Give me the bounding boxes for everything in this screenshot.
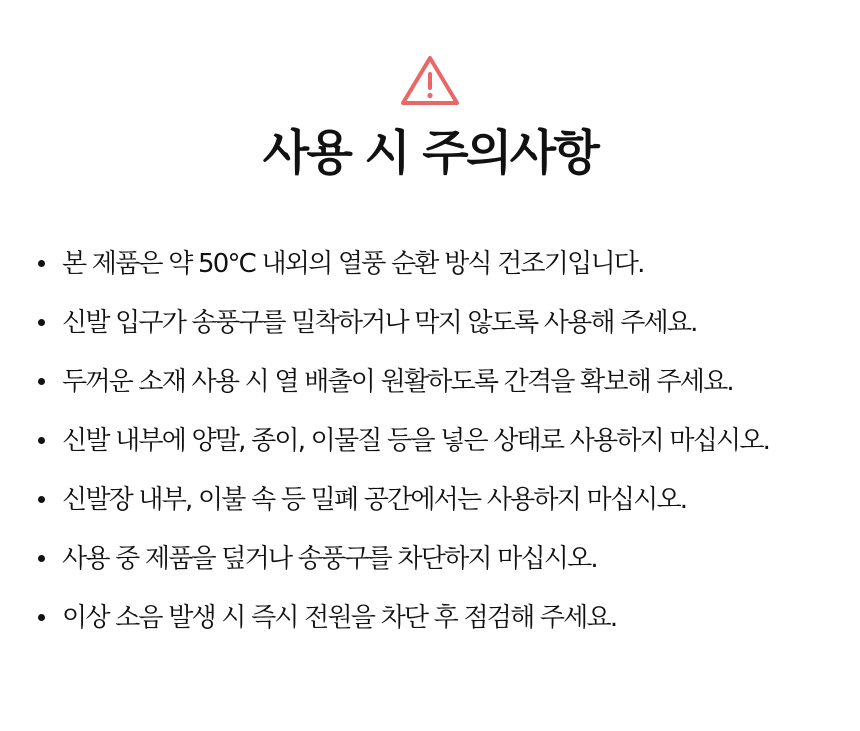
caution-text: 신발 내부에 양말, 종이, 이물질 등을 넣은 상태로 사용하지 마십시오. [62, 426, 770, 456]
caution-text: 신발장 내부, 이불 속 등 밀폐 공간에서는 사용하지 마십시오. [62, 485, 687, 515]
warning-icon [399, 55, 461, 107]
bullet-icon [38, 496, 45, 503]
caution-text: 본 제품은 약 50°C 내외의 열풍 순환 방식 건조기입니다. [62, 249, 644, 279]
bullet-icon [38, 319, 45, 326]
bullet-icon [38, 555, 45, 562]
list-item [35, 354, 845, 413]
bullet-icon [38, 437, 45, 444]
bullet-icon [38, 260, 45, 267]
bullet-icon [38, 378, 45, 385]
caution-text: 이상 소음 발생 시 즉시 전원을 차단 후 점검해 주세요. [62, 603, 617, 633]
list-item [35, 531, 845, 590]
caution-text: 두꺼운 소재 사용 시 열 배출이 원활하도록 간격을 확보해 주세요. [62, 367, 733, 397]
list-item [35, 236, 845, 295]
list-item [35, 413, 845, 472]
caution-list [35, 236, 845, 649]
list-item [35, 295, 845, 354]
list-item [35, 472, 845, 531]
bullet-icon [38, 614, 45, 621]
page-title: 사용 시 주의사항 [262, 125, 598, 181]
caution-text: 사용 중 제품을 덮거나 송풍구를 차단하지 마십시오. [62, 544, 597, 574]
caution-text: 신발 입구가 송풍구를 밀착하거나 막지 않도록 사용해 주세요. [62, 308, 697, 338]
list-item [35, 590, 845, 649]
